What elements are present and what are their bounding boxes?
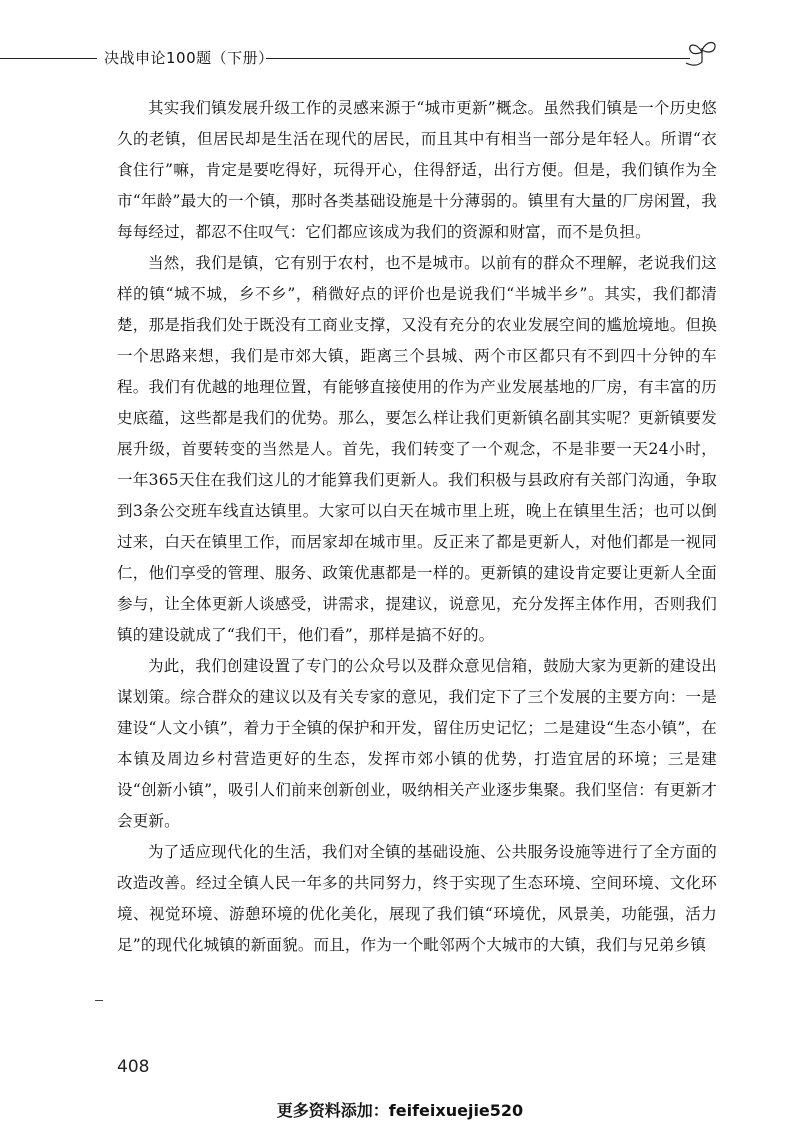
- paragraph: 为了适应现代化的生活，我们对全镇的基础设施、公共服务设施等进行了全方面的改造改善。经过全镇人民一年多的共同努力，终于实现了生态环境、空间环境、文化环境、视觉环境、游憩环境的优化美化，展现了我们镇“环境优，风景美，功能强，活力足”的现代化城镇的新面貌。而且，作为一个毗邻两个大城市的大镇，我们与兄弟乡镇: [117, 843, 717, 954]
- paragraph: 为此，我们创建设置了专门的公众号以及群众意见信箱，鼓励大家为更新的建设出谋划策。综合群众的建议以及有关专家的意见，我们定下了三个发展的主要方向：一是建设“人文小镇”，着力于全镇的保护和开发，留住历史记忆；二是建设“生态小镇”，在本镇及周边乡村营造更好的生态，发挥市郊小镇的优势，打造宜居的环境；三是建设“创新小镇”，吸引人们前来创新创业，吸纳相关产业逐步集聚。我们坚信：有更新才会更新。: [117, 657, 717, 830]
- body-text: [117, 93, 717, 961]
- header-rule-right: [266, 58, 690, 59]
- sprout-icon: [684, 38, 720, 72]
- paragraph: 当然，我们是镇，它有别于农村，也不是城市。以前有的群众不理解，老说我们这样的镇“城不城，乡不乡”，稍微好点的评价也是说我们“半城半乡”。其实，我们都清楚，那是指我们处于既没有工商业支撑，又没有充分的农业发展空间的尴尬境地。但换一个思路来想，我们是市郊大镇，距离三个县城、两个市区都只有不到四十分钟的车程。我们有优越的地理位置，有能够直接使用的作为产业发展基地的厂房，有丰富的历史底蕴，这些都是我们的优势。那么，要怎么样让我们更新镇名副其实呢？更新镇要发展升级，首要转变的当然是人。首先，我们转变了一个观念，不是非要一天24小时，一年365天住在我们这儿的才能算我们更新人。我们积极与县政府有关部门沟通，争取到3条公交班车线直达镇里。大家可以白天在城市里上班，晚上在镇里生活；也可以倒过来，白天在镇里工作，而居家却在城市里。反正来了都是更新人，对他们都是一视同仁，他们享受的管理、服务、政策优惠都是一样的。更新镇的建设肯定要让更新人全面参与，让全体更新人谈感受，讲需求，提建议，说意见，充分发挥主体作用，否则我们镇的建设就成了“我们干，他们看”，那样是搞不好的。: [117, 254, 717, 644]
- running-header: [0, 38, 800, 78]
- page-number: 408: [117, 1057, 150, 1077]
- book-title: 决战申论100题（下册）: [104, 49, 274, 67]
- paragraph: 其实我们镇发展升级工作的灵感来源于“城市更新”概念。虽然我们镇是一个历史悠久的老镇，但居民却是生活在现代的居民，而且其中有相当一部分是年轻人。所谓“衣食住行”嘛，肯定是要吃得好，玩得开心，住得舒适，出行方便。但是，我们镇作为全市“年龄”最大的一个镇，那时各类基础设施是十分薄弱的。镇里有大量的厂房闲置，我每每经过，都忍不住叹气：它们都应该成为我们的资源和财富，而不是负担。: [117, 99, 717, 241]
- footer-note: 更多资料添加：feifeixuejie520: [276, 1101, 524, 1120]
- header-rule-left: [0, 58, 97, 59]
- margin-mark: [95, 1000, 103, 1001]
